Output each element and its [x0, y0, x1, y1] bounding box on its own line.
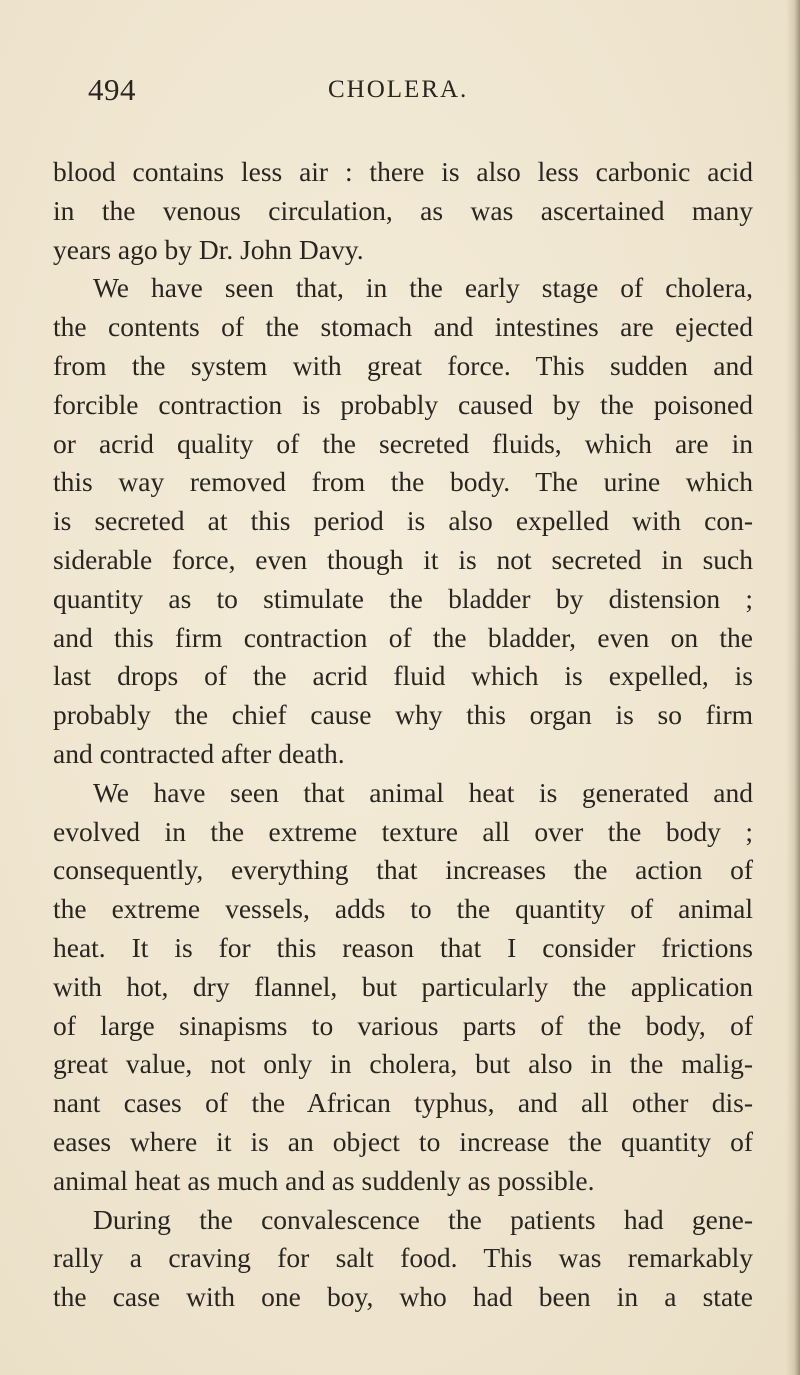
text-line: eases where it is an object to increase the quantity of — [53, 1125, 753, 1157]
text-line: We have seen that animal heat is generated and — [93, 776, 753, 808]
text-line: animal heat as much and as suddenly as possible. — [53, 1164, 595, 1196]
text-line: and contracted after death. — [53, 737, 345, 769]
page-edge-shadow — [786, 0, 800, 1375]
text-line: quantity as to stimulate the bladder by distension ; — [53, 582, 753, 614]
text-line: We have seen that, in the early stage of cholera, — [93, 272, 753, 304]
running-title: CHOLERA. — [328, 76, 469, 103]
text-line: forcible contraction is probably caused by the poisoned — [53, 388, 753, 420]
text-line: the case with one boy, who had been in a state — [53, 1281, 753, 1313]
text-line: the contents of the stomach and intestines are ejected — [53, 311, 753, 343]
text-line: is secreted at this period is also expelled with con- — [53, 505, 753, 537]
text-line: consequently, everything that increases the action of — [53, 854, 753, 886]
text-line: years ago by Dr. John Davy. — [53, 233, 364, 265]
text-line: of large sinapisms to various parts of the body, of — [53, 1009, 753, 1041]
text-line: blood contains less air : there is also less carbonic acid — [53, 156, 753, 187]
text-line: and this firm contraction of the bladder, even on the — [53, 621, 753, 653]
running-head — [88, 72, 738, 112]
text-line: nant cases of the African typhus, and all other dis- — [53, 1087, 753, 1119]
text-line: probably the chief cause why this organ is so firm — [53, 699, 753, 731]
text-line: heat. It is for this reason that I consider frictions — [53, 931, 753, 963]
text-line: with hot, dry flannel, but particularly the application — [53, 970, 753, 1002]
text-line: the extreme vessels, adds to the quantity of animal — [53, 893, 753, 925]
body-text — [53, 153, 753, 1317]
text-line: or acrid quality of the secreted fluids, which are in — [53, 427, 753, 459]
text-line: last drops of the acrid fluid which is expelled, is — [53, 660, 753, 692]
text-line: rally a craving for salt food. This was remarkably — [53, 1242, 753, 1274]
page-number: 494 — [88, 72, 136, 107]
text-line: siderable force, even though it is not secreted in such — [53, 543, 753, 575]
text-line: great value, not only in cholera, but also in the malig- — [53, 1048, 753, 1080]
text-line: from the system with great force. This sudden and — [53, 349, 753, 381]
text-line: this way removed from the body. The urine which — [53, 466, 753, 498]
text-line: During the convalescence the patients had gene- — [93, 1203, 753, 1235]
text-line: evolved in the extreme texture all over the body ; — [53, 815, 753, 847]
text-line: in the venous circulation, as was ascertained many — [53, 194, 753, 226]
